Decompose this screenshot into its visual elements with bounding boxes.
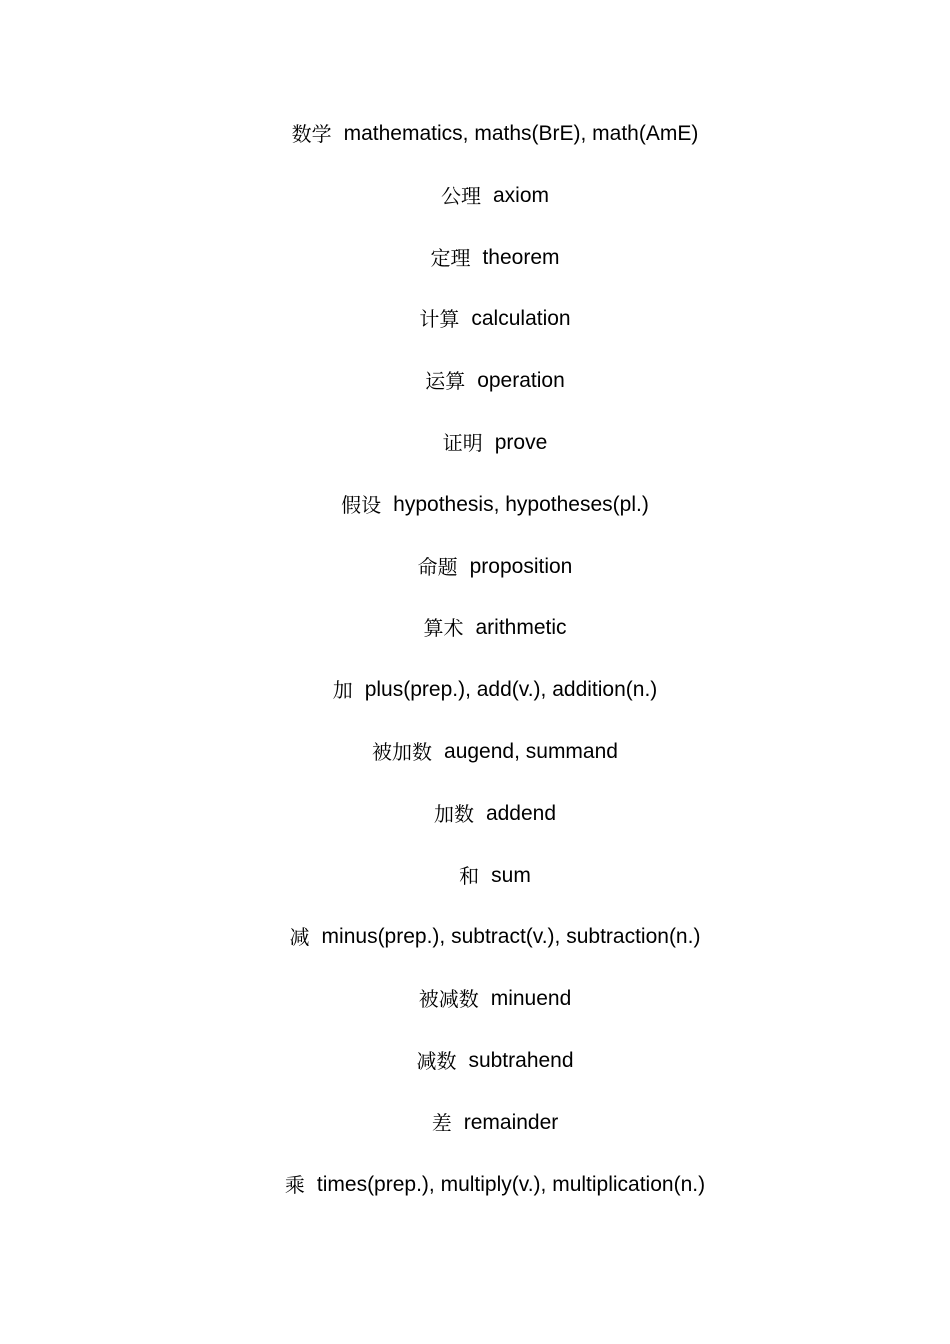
term-english: minuend [490, 987, 572, 1011]
glossary-entry [0, 1043, 950, 1105]
term-chinese: 定理 [430, 245, 471, 270]
term-chinese: 减 [289, 925, 310, 950]
term-chinese: 计算 [419, 307, 460, 332]
term-chinese: 命题 [417, 554, 458, 579]
glossary-entry [0, 734, 950, 796]
term-english: remainder [463, 1110, 559, 1134]
term-english: prove [494, 430, 548, 454]
term-english: calculation [471, 307, 571, 331]
term-english: augend, summand [444, 739, 618, 763]
glossary-entry [0, 549, 950, 611]
term-chinese: 被减数 [418, 987, 479, 1012]
glossary-entry [0, 981, 950, 1043]
glossary-entry [0, 796, 950, 858]
glossary-entry [0, 301, 950, 363]
term-chinese: 加数 [433, 801, 474, 826]
term-chinese: 和 [459, 863, 480, 888]
glossary-entry [0, 1167, 950, 1229]
term-english: proposition [469, 554, 573, 578]
term-english: arithmetic [475, 616, 567, 640]
term-chinese: 运算 [425, 369, 466, 394]
term-english: plus(prep.), add(v.), addition(n.) [364, 678, 658, 702]
term-chinese: 差 [431, 1110, 452, 1135]
term-english: hypothesis, hypotheses(pl.) [393, 492, 649, 516]
term-english: minus(prep.), subtract(v.), subtraction(n.) [321, 925, 701, 949]
term-english: theorem [482, 245, 560, 269]
term-chinese: 加 [332, 678, 353, 703]
term-english: addend [485, 801, 557, 825]
glossary-entry [0, 1105, 950, 1167]
term-english: sum [491, 863, 531, 887]
term-english: operation [477, 369, 565, 393]
glossary-entry [0, 178, 950, 240]
term-chinese: 数学 [291, 122, 332, 146]
term-chinese: 证明 [442, 430, 483, 455]
term-chinese: 被加数 [372, 739, 433, 764]
glossary-list [0, 116, 950, 1228]
term-english: subtrahend [468, 1048, 574, 1072]
glossary-entry [0, 672, 950, 734]
term-chinese: 乘 [284, 1172, 305, 1197]
term-chinese: 假设 [341, 492, 382, 517]
glossary-entry [0, 610, 950, 672]
glossary-entry [0, 116, 950, 178]
term-english: mathematics, maths(BrE), math(AmE) [343, 122, 699, 145]
glossary-entry [0, 240, 950, 302]
glossary-entry [0, 425, 950, 487]
glossary-entry [0, 858, 950, 920]
term-english: times(prep.), multiply(v.), multiplication(n.) [316, 1172, 706, 1196]
term-english: axiom [492, 183, 550, 207]
term-chinese: 算术 [423, 616, 464, 641]
term-chinese: 公理 [440, 183, 481, 208]
glossary-entry [0, 919, 950, 981]
glossary-entry [0, 363, 950, 425]
term-chinese: 减数 [416, 1048, 457, 1073]
glossary-entry [0, 487, 950, 549]
